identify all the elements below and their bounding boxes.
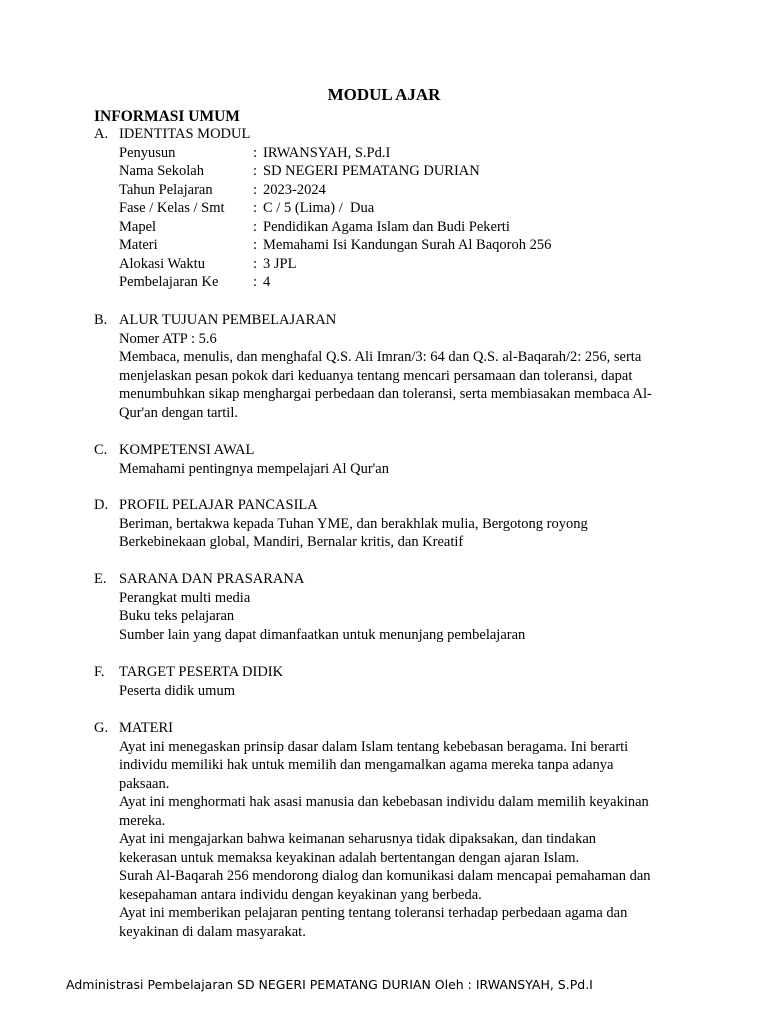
section-heading: PROFIL PELAJAR PANCASILA <box>119 497 318 513</box>
body-line: Berkebinekaan global, Mandiri, Bernalar kritis, dan Kreatif <box>119 534 464 550</box>
section-letter: A. <box>94 126 109 142</box>
id-label: Materi <box>119 237 158 253</box>
body-line: kekerasan untuk memaksa keyakinan adalah bertentangan dengan ajaran Islam. <box>119 849 580 866</box>
id-colon: : <box>253 181 258 198</box>
id-label: Penyusun <box>119 144 176 161</box>
section-letter: G. <box>94 720 109 736</box>
section-alur <box>94 311 694 422</box>
body-line: Ayat ini menghormati hak asasi manusia dan kebebasan individu dalam memilih keyakinan <box>119 794 649 810</box>
page-footer: Administrasi Pembelajaran SD NEGERI PEMATANG DURIAN Oleh : IRWANSYAH, S.Pd.I <box>66 977 593 992</box>
body-line: Peserta didik umum <box>119 682 235 699</box>
id-colon: : <box>253 218 258 235</box>
body-line: paksaan. <box>119 775 170 792</box>
id-colon: : <box>253 163 258 179</box>
id-row-fase-kelas <box>94 199 694 218</box>
body-line: menumbuhkan sikap menghargai perbedaan dan toleransi, serta membiasakan membaca Al- <box>119 386 652 402</box>
id-row-nama-sekolah <box>94 162 694 181</box>
body-line: Perangkat multi media <box>119 589 251 606</box>
section-heading: ALUR TUJUAN PEMBELAJARAN <box>119 312 337 328</box>
section-heading: SARANA DAN PRASARANA <box>119 571 305 587</box>
body-line: Beriman, bertakwa kepada Tuhan YME, dan berakhlak mulia, Bergotong royong <box>119 515 588 532</box>
body-line: Membaca, menulis, dan menghafal Q.S. Ali Imran/3: 64 dan Q.S. al-Baqarah/2: 256, serta <box>119 349 642 365</box>
id-colon: : <box>253 144 258 161</box>
section-profil <box>94 496 694 552</box>
section-letter: C. <box>94 442 108 458</box>
body-line: kesepahaman antara individu dengan keyakinan yang berbeda. <box>119 886 482 903</box>
atp-number: Nomer ATP : 5.6 <box>119 330 217 347</box>
body-line: menjelaskan pesan pokok dari keduanya tentang mencari persamaan dan toleransi, dapat <box>119 367 633 384</box>
section-kompetensi <box>94 441 694 478</box>
body-line: Ayat ini memberikan pelajaran penting tentang toleransi terhadap perbedaan agama dan <box>119 905 628 921</box>
id-label: Nama Sekolah <box>119 163 204 179</box>
id-label: Alokasi Waktu <box>119 255 205 272</box>
body-line: Ayat ini menegaskan prinsip dasar dalam Islam tentang kebebasan beragama. Ini berarti <box>119 738 629 755</box>
id-label: Mapel <box>119 218 157 235</box>
body-line: Ayat ini mengajarkan bahwa keimanan seharusnya tidak dipaksakan, dan tindakan <box>119 831 597 847</box>
id-value: IRWANSYAH, S.Pd.I <box>263 144 391 161</box>
id-label: Pembelajaran Ke <box>119 274 219 290</box>
id-colon: : <box>253 274 258 290</box>
body-line: keyakinan di dalam masyarakat. <box>119 923 306 940</box>
id-value: SD NEGERI PEMATANG DURIAN <box>263 163 480 179</box>
body-line: mereka. <box>119 812 166 829</box>
info-umum-heading: INFORMASI UMUM <box>94 108 240 125</box>
id-row-alokasi-waktu <box>94 255 694 274</box>
section-letter: F. <box>94 664 105 680</box>
id-row-mapel <box>94 218 694 237</box>
id-value: 3 JPL <box>263 255 297 272</box>
id-label: Tahun Pelajaran <box>119 181 213 198</box>
body-line: Sumber lain yang dapat dimanfaatkan untuk menunjang pembelajaran <box>119 626 526 643</box>
section-letter: D. <box>94 497 109 513</box>
page-title: MODUL AJAR <box>327 85 441 104</box>
id-row-penyusun <box>94 144 694 163</box>
body-line: Memahami pentingnya mempelajari Al Qur'an <box>119 460 389 477</box>
body-line: individu memiliki hak untuk memilih dan mengamalkan agama mereka tanpa adanya <box>119 757 614 773</box>
body-line: Qur'an dengan tartil. <box>119 404 238 421</box>
id-value: 4 <box>263 274 271 290</box>
body-line: Surah Al-Baqarah 256 mendorong dialog dan komunikasi dalam mencapai pemahaman dan <box>119 868 651 884</box>
id-row-tahun-pelajaran <box>94 181 694 200</box>
id-row-pembelajaran-ke <box>94 273 694 292</box>
id-colon: : <box>253 200 258 216</box>
section-materi <box>94 719 694 941</box>
id-value: Pendidikan Agama Islam dan Budi Pekerti <box>263 218 510 235</box>
section-heading: TARGET PESERTA DIDIK <box>119 664 284 680</box>
body-line: Buku teks pelajaran <box>119 608 235 624</box>
id-colon: : <box>253 237 258 253</box>
id-value: 2023-2024 <box>263 181 326 198</box>
id-colon: : <box>253 255 258 272</box>
id-label: Fase / Kelas / Smt <box>119 200 225 216</box>
section-letter: E. <box>94 571 107 587</box>
section-identitas <box>94 125 694 292</box>
id-row-materi <box>94 236 694 255</box>
id-value: C / 5 (Lima) / Dua <box>263 200 375 216</box>
section-heading: IDENTITAS MODUL <box>119 126 251 142</box>
id-value: Memahami Isi Kandungan Surah Al Baqoroh 256 <box>263 237 552 253</box>
section-target <box>94 663 694 700</box>
section-sarana <box>94 570 694 644</box>
section-heading: KOMPETENSI AWAL <box>119 442 255 458</box>
section-heading: MATERI <box>119 720 173 736</box>
section-letter: B. <box>94 312 108 328</box>
